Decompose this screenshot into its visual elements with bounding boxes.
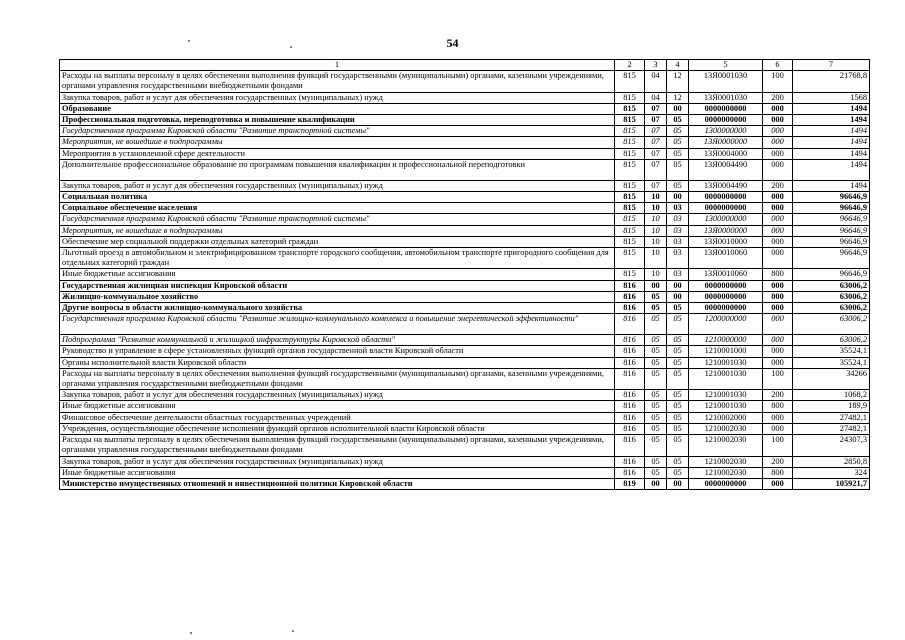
cell-expense-type: 000 (763, 148, 793, 159)
table-row (60, 103, 870, 114)
cell-ministry-code: 815 (615, 126, 645, 137)
cell-ministry-code: 815 (615, 269, 645, 280)
cell-ministry-code: 816 (615, 314, 645, 335)
row-name: Подпрограмма "Развитие коммунальной и жилищной инфраструктуры Кировской области" (60, 335, 615, 346)
row-name: Государственная программа Кировской области "Развитие транспортной системы" (60, 214, 615, 225)
cell-expense-type: 800 (763, 467, 793, 478)
cell-subsection: 05 (667, 137, 689, 148)
row-name: Государственная программа Кировской области "Развитие жилищно-коммунального комплекса и повышение энергетической эффективности" (60, 314, 615, 335)
cell-subsection: 00 (667, 478, 689, 489)
cell-target-article: 13Я0010060 (689, 269, 763, 280)
cell-expense-type: 000 (763, 103, 793, 114)
cell-ministry-code: 816 (615, 412, 645, 423)
cell-section: 05 (645, 291, 667, 302)
table-row (60, 148, 870, 159)
cell-subsection: 00 (667, 192, 689, 203)
cell-section: 05 (645, 435, 667, 456)
row-name: Закупка товаров, работ и услуг для обеспечения государственных (муниципальных) нужд (60, 456, 615, 467)
cell-subsection: 05 (667, 467, 689, 478)
cell-ministry-code: 815 (615, 236, 645, 247)
row-name: Финансовое обеспечение деятельности областных государственных учреждений (60, 412, 615, 423)
cell-amount: 63006,2 (793, 335, 870, 346)
row-name: Государственная программа Кировской области "Развитие транспортной системы" (60, 126, 615, 137)
row-name: Закупка товаров, работ и услуг для обеспечения государственных (муниципальных) нужд (60, 92, 615, 103)
cell-ministry-code: 816 (615, 335, 645, 346)
row-name: Обеспечение мер социальной поддержки отдельных категорий граждан (60, 236, 615, 247)
cell-amount: 34266 (793, 368, 870, 389)
cell-subsection: 05 (667, 423, 689, 434)
cell-ministry-code: 816 (615, 280, 645, 291)
cell-amount: 21768,8 (793, 71, 870, 92)
cell-section: 00 (645, 478, 667, 489)
cell-ministry-code: 816 (615, 423, 645, 434)
cell-section: 05 (645, 467, 667, 478)
cell-subsection: 05 (667, 180, 689, 191)
cell-subsection: 03 (667, 225, 689, 236)
cell-amount: 35524,1 (793, 346, 870, 357)
table-row (60, 467, 870, 478)
cell-target-article: 0000000000 (689, 103, 763, 114)
cell-amount: 1494 (793, 137, 870, 148)
cell-target-article: 0000000000 (689, 280, 763, 291)
cell-section: 05 (645, 346, 667, 357)
cell-amount: 1494 (793, 103, 870, 114)
cell-subsection: 03 (667, 236, 689, 247)
cell-ministry-code: 816 (615, 368, 645, 389)
table-row (60, 248, 870, 269)
cell-section: 05 (645, 335, 667, 346)
cell-subsection: 05 (667, 357, 689, 368)
cell-ministry-code: 815 (615, 115, 645, 126)
cell-ministry-code: 815 (615, 137, 645, 148)
cell-subsection: 05 (667, 390, 689, 401)
cell-subsection: 05 (667, 126, 689, 137)
cell-ministry-code: 815 (615, 159, 645, 180)
cell-target-article: 13Я0010000 (689, 236, 763, 247)
cell-amount: 96646,9 (793, 225, 870, 236)
table-row (60, 435, 870, 456)
cell-ministry-code: 816 (615, 390, 645, 401)
cell-amount: 105921,7 (793, 478, 870, 489)
row-name: Руководство и управление в сфере установленных функций органов государственной власти Кировской области (60, 346, 615, 357)
budget-table (59, 59, 870, 490)
table-row (60, 214, 870, 225)
cell-section: 10 (645, 248, 667, 269)
table-row (60, 203, 870, 214)
column-number: 4 (667, 60, 689, 71)
scan-speck (292, 630, 294, 632)
cell-expense-type: 100 (763, 71, 793, 92)
cell-amount: 96646,9 (793, 214, 870, 225)
table-row (60, 280, 870, 291)
cell-expense-type: 000 (763, 126, 793, 137)
cell-amount: 96646,9 (793, 248, 870, 269)
row-name: Расходы на выплаты персоналу в целях обеспечения выполнения функций государственными (муниципальными) органами, казенными учреждениями, органами управления государственными внебюджетными фондами (60, 368, 615, 389)
cell-expense-type: 800 (763, 269, 793, 280)
row-name: Иные бюджетные ассигнования (60, 269, 615, 280)
column-number: 3 (645, 60, 667, 71)
scan-speck (290, 46, 292, 48)
table-row (60, 115, 870, 126)
cell-expense-type: 000 (763, 203, 793, 214)
cell-target-article: 13Я0010060 (689, 248, 763, 269)
cell-expense-type: 000 (763, 423, 793, 434)
cell-subsection: 03 (667, 248, 689, 269)
cell-amount: 1494 (793, 159, 870, 180)
cell-ministry-code: 815 (615, 148, 645, 159)
cell-section: 07 (645, 115, 667, 126)
cell-section: 04 (645, 71, 667, 92)
cell-expense-type: 000 (763, 159, 793, 180)
cell-amount: 1494 (793, 180, 870, 191)
column-number: 7 (793, 60, 870, 71)
cell-section: 07 (645, 180, 667, 191)
row-name: Закупка товаров, работ и услуг для обеспечения государственных (муниципальных) нужд (60, 390, 615, 401)
cell-subsection: 05 (667, 148, 689, 159)
cell-expense-type: 000 (763, 115, 793, 126)
cell-amount: 27482,1 (793, 412, 870, 423)
cell-amount: 96646,9 (793, 192, 870, 203)
cell-expense-type: 000 (763, 303, 793, 314)
cell-section: 05 (645, 314, 667, 335)
page-number: 54 (446, 36, 459, 50)
cell-expense-type: 000 (763, 478, 793, 489)
cell-amount: 96646,9 (793, 236, 870, 247)
cell-expense-type: 200 (763, 92, 793, 103)
table-row (60, 456, 870, 467)
cell-target-article: 1300000000 (689, 126, 763, 137)
row-name: Иные бюджетные ассигнования (60, 401, 615, 412)
cell-section: 10 (645, 214, 667, 225)
cell-amount: 189,9 (793, 401, 870, 412)
cell-subsection: 05 (667, 115, 689, 126)
table-row (60, 92, 870, 103)
cell-subsection: 05 (667, 412, 689, 423)
cell-ministry-code: 816 (615, 401, 645, 412)
cell-target-article: 1210001030 (689, 357, 763, 368)
cell-section: 07 (645, 137, 667, 148)
cell-section: 10 (645, 236, 667, 247)
cell-expense-type: 000 (763, 335, 793, 346)
cell-ministry-code: 815 (615, 248, 645, 269)
row-name: Социальная политика (60, 192, 615, 203)
cell-section: 05 (645, 303, 667, 314)
cell-amount: 63006,2 (793, 314, 870, 335)
cell-section: 10 (645, 269, 667, 280)
cell-subsection: 05 (667, 314, 689, 335)
cell-section: 05 (645, 368, 667, 389)
row-name: Другие вопросы в области жилищно-коммунального хозяйства (60, 303, 615, 314)
cell-expense-type: 100 (763, 368, 793, 389)
cell-expense-type: 800 (763, 401, 793, 412)
cell-subsection: 05 (667, 435, 689, 456)
cell-ministry-code: 819 (615, 478, 645, 489)
cell-amount: 1494 (793, 115, 870, 126)
cell-target-article: 1210001030 (689, 401, 763, 412)
cell-section: 05 (645, 390, 667, 401)
cell-section: 05 (645, 357, 667, 368)
table-row (60, 236, 870, 247)
cell-section: 07 (645, 126, 667, 137)
cell-amount: 96646,9 (793, 269, 870, 280)
cell-expense-type: 000 (763, 412, 793, 423)
cell-amount: 324 (793, 467, 870, 478)
table-row (60, 346, 870, 357)
cell-target-article: 13Я0004000 (689, 148, 763, 159)
cell-target-article: 1200000000 (689, 314, 763, 335)
row-name: Расходы на выплаты персоналу в целях обеспечения выполнения функций государственными (муниципальными) органами, казенными учреждениями, органами управления государственными внебюджетными фондами (60, 435, 615, 456)
cell-section: 07 (645, 103, 667, 114)
cell-subsection: 03 (667, 203, 689, 214)
cell-ministry-code: 816 (615, 467, 645, 478)
column-number: 2 (615, 60, 645, 71)
cell-amount: 96646,9 (793, 203, 870, 214)
cell-expense-type: 000 (763, 346, 793, 357)
cell-ministry-code: 815 (615, 92, 645, 103)
table-row (60, 303, 870, 314)
cell-target-article: 13Я0000000 (689, 137, 763, 148)
cell-target-article: 1210001030 (689, 390, 763, 401)
cell-target-article: 1210001030 (689, 368, 763, 389)
table-row (60, 401, 870, 412)
cell-expense-type: 000 (763, 248, 793, 269)
cell-section: 05 (645, 401, 667, 412)
cell-target-article: 1210002030 (689, 456, 763, 467)
table-row (60, 180, 870, 191)
row-name: Государственная жилищная инспекция Кировской области (60, 280, 615, 291)
cell-target-article: 0000000000 (689, 478, 763, 489)
table-row (60, 192, 870, 203)
table-row (60, 412, 870, 423)
cell-ministry-code: 815 (615, 103, 645, 114)
cell-expense-type: 100 (763, 435, 793, 456)
row-name: Мероприятия, не вошедшие в подпрограммы (60, 137, 615, 148)
cell-amount: 35524,1 (793, 357, 870, 368)
cell-subsection: 12 (667, 71, 689, 92)
cell-subsection: 00 (667, 280, 689, 291)
row-name: Министерство имущественных отношений и инвестиционной политики Кировской области (60, 478, 615, 489)
cell-section: 07 (645, 159, 667, 180)
cell-amount: 24307,3 (793, 435, 870, 456)
cell-expense-type: 000 (763, 291, 793, 302)
cell-target-article: 1210000000 (689, 335, 763, 346)
scan-speck (188, 40, 190, 42)
cell-subsection: 05 (667, 303, 689, 314)
cell-section: 04 (645, 92, 667, 103)
table-row (60, 291, 870, 302)
scan-speck (190, 632, 192, 634)
cell-amount: 1494 (793, 126, 870, 137)
cell-subsection: 03 (667, 269, 689, 280)
cell-ministry-code: 816 (615, 357, 645, 368)
cell-ministry-code: 816 (615, 291, 645, 302)
cell-target-article: 0000000000 (689, 203, 763, 214)
table-row (60, 335, 870, 346)
row-name: Мероприятия, не вошедшие в подпрограммы (60, 225, 615, 236)
cell-subsection: 12 (667, 92, 689, 103)
cell-amount: 1068,2 (793, 390, 870, 401)
cell-expense-type: 000 (763, 192, 793, 203)
table-row (60, 423, 870, 434)
table-row (60, 126, 870, 137)
row-name: Профессиональная подготовка, переподготовка и повышение квалификации (60, 115, 615, 126)
cell-amount: 63006,2 (793, 280, 870, 291)
cell-section: 10 (645, 192, 667, 203)
cell-target-article: 1300000000 (689, 214, 763, 225)
table-row (60, 225, 870, 236)
cell-ministry-code: 815 (615, 71, 645, 92)
cell-ministry-code: 815 (615, 203, 645, 214)
cell-expense-type: 000 (763, 314, 793, 335)
cell-subsection: 05 (667, 335, 689, 346)
table-row (60, 71, 870, 92)
column-number: 1 (60, 60, 615, 71)
table-row (60, 159, 870, 180)
row-name: Расходы на выплаты персоналу в целях обеспечения выполнения функций государственными (муниципальными) органами, казенными учреждениями, органами управления государственными внебюджетными фондами (60, 71, 615, 92)
cell-target-article: 1210002030 (689, 435, 763, 456)
cell-target-article: 0000000000 (689, 115, 763, 126)
cell-expense-type: 000 (763, 357, 793, 368)
cell-subsection: 05 (667, 456, 689, 467)
cell-ministry-code: 816 (615, 435, 645, 456)
cell-amount: 27482,1 (793, 423, 870, 434)
row-name: Органы исполнительной власти Кировской области (60, 357, 615, 368)
cell-expense-type: 000 (763, 225, 793, 236)
cell-subsection: 05 (667, 368, 689, 389)
cell-section: 10 (645, 203, 667, 214)
cell-ministry-code: 816 (615, 346, 645, 357)
column-number: 5 (689, 60, 763, 71)
cell-target-article: 0000000000 (689, 192, 763, 203)
cell-expense-type: 200 (763, 180, 793, 191)
cell-target-article: 13Я0001030 (689, 92, 763, 103)
cell-ministry-code: 815 (615, 225, 645, 236)
cell-subsection: 00 (667, 291, 689, 302)
cell-expense-type: 000 (763, 214, 793, 225)
cell-subsection: 05 (667, 159, 689, 180)
cell-section: 00 (645, 280, 667, 291)
cell-ministry-code: 815 (615, 180, 645, 191)
table-row (60, 368, 870, 389)
cell-section: 05 (645, 412, 667, 423)
cell-target-article: 13Я0000000 (689, 225, 763, 236)
cell-section: 05 (645, 456, 667, 467)
row-name: Учреждения, осуществляющие обеспечение исполнения функций органов исполнительной власти Кировской области (60, 423, 615, 434)
table-row (60, 390, 870, 401)
cell-expense-type: 200 (763, 390, 793, 401)
cell-target-article: 0000000000 (689, 291, 763, 302)
cell-amount: 63006,2 (793, 303, 870, 314)
cell-target-article: 0000000000 (689, 303, 763, 314)
cell-target-article: 1210002000 (689, 412, 763, 423)
cell-section: 10 (645, 225, 667, 236)
table-row (60, 137, 870, 148)
row-name: Иные бюджетные ассигнования (60, 467, 615, 478)
row-name: Жилищно-коммунальное хозяйство (60, 291, 615, 302)
table-row (60, 478, 870, 489)
table-row (60, 314, 870, 335)
cell-target-article: 13Я0001030 (689, 71, 763, 92)
cell-target-article: 1210001000 (689, 346, 763, 357)
cell-target-article: 1210002030 (689, 423, 763, 434)
row-name: Дополнительное профессиональное образование по программам повышения квалификации и профессиональной переподготовки (60, 159, 615, 180)
cell-ministry-code: 815 (615, 214, 645, 225)
column-number-row (60, 60, 870, 71)
cell-target-article: 1210002030 (689, 467, 763, 478)
row-name: Социальное обеспечение населения (60, 203, 615, 214)
row-name: Мероприятия в установленной сфере деятельности (60, 148, 615, 159)
cell-expense-type: 000 (763, 280, 793, 291)
cell-ministry-code: 816 (615, 303, 645, 314)
cell-amount: 2850,8 (793, 456, 870, 467)
cell-ministry-code: 816 (615, 456, 645, 467)
cell-ministry-code: 815 (615, 192, 645, 203)
cell-target-article: 13Я0004490 (689, 180, 763, 191)
cell-amount: 63006,2 (793, 291, 870, 302)
cell-expense-type: 200 (763, 456, 793, 467)
cell-target-article: 13Я0004490 (689, 159, 763, 180)
table-row (60, 357, 870, 368)
cell-subsection: 05 (667, 401, 689, 412)
cell-subsection: 05 (667, 346, 689, 357)
row-name: Образование (60, 103, 615, 114)
table-row (60, 269, 870, 280)
row-name: Закупка товаров, работ и услуг для обеспечения государственных (муниципальных) нужд (60, 180, 615, 191)
cell-expense-type: 000 (763, 137, 793, 148)
row-name: Льготный проезд в автомобильном и электрифицированном транспорте городского сообщения, автомобильном транспорте пригородного сообщения для отдельных категорий граждан (60, 248, 615, 269)
cell-section: 05 (645, 423, 667, 434)
column-number: 6 (763, 60, 793, 71)
cell-subsection: 03 (667, 214, 689, 225)
cell-expense-type: 000 (763, 236, 793, 247)
cell-amount: 1494 (793, 148, 870, 159)
cell-subsection: 00 (667, 103, 689, 114)
cell-section: 07 (645, 148, 667, 159)
cell-amount: 1568 (793, 92, 870, 103)
